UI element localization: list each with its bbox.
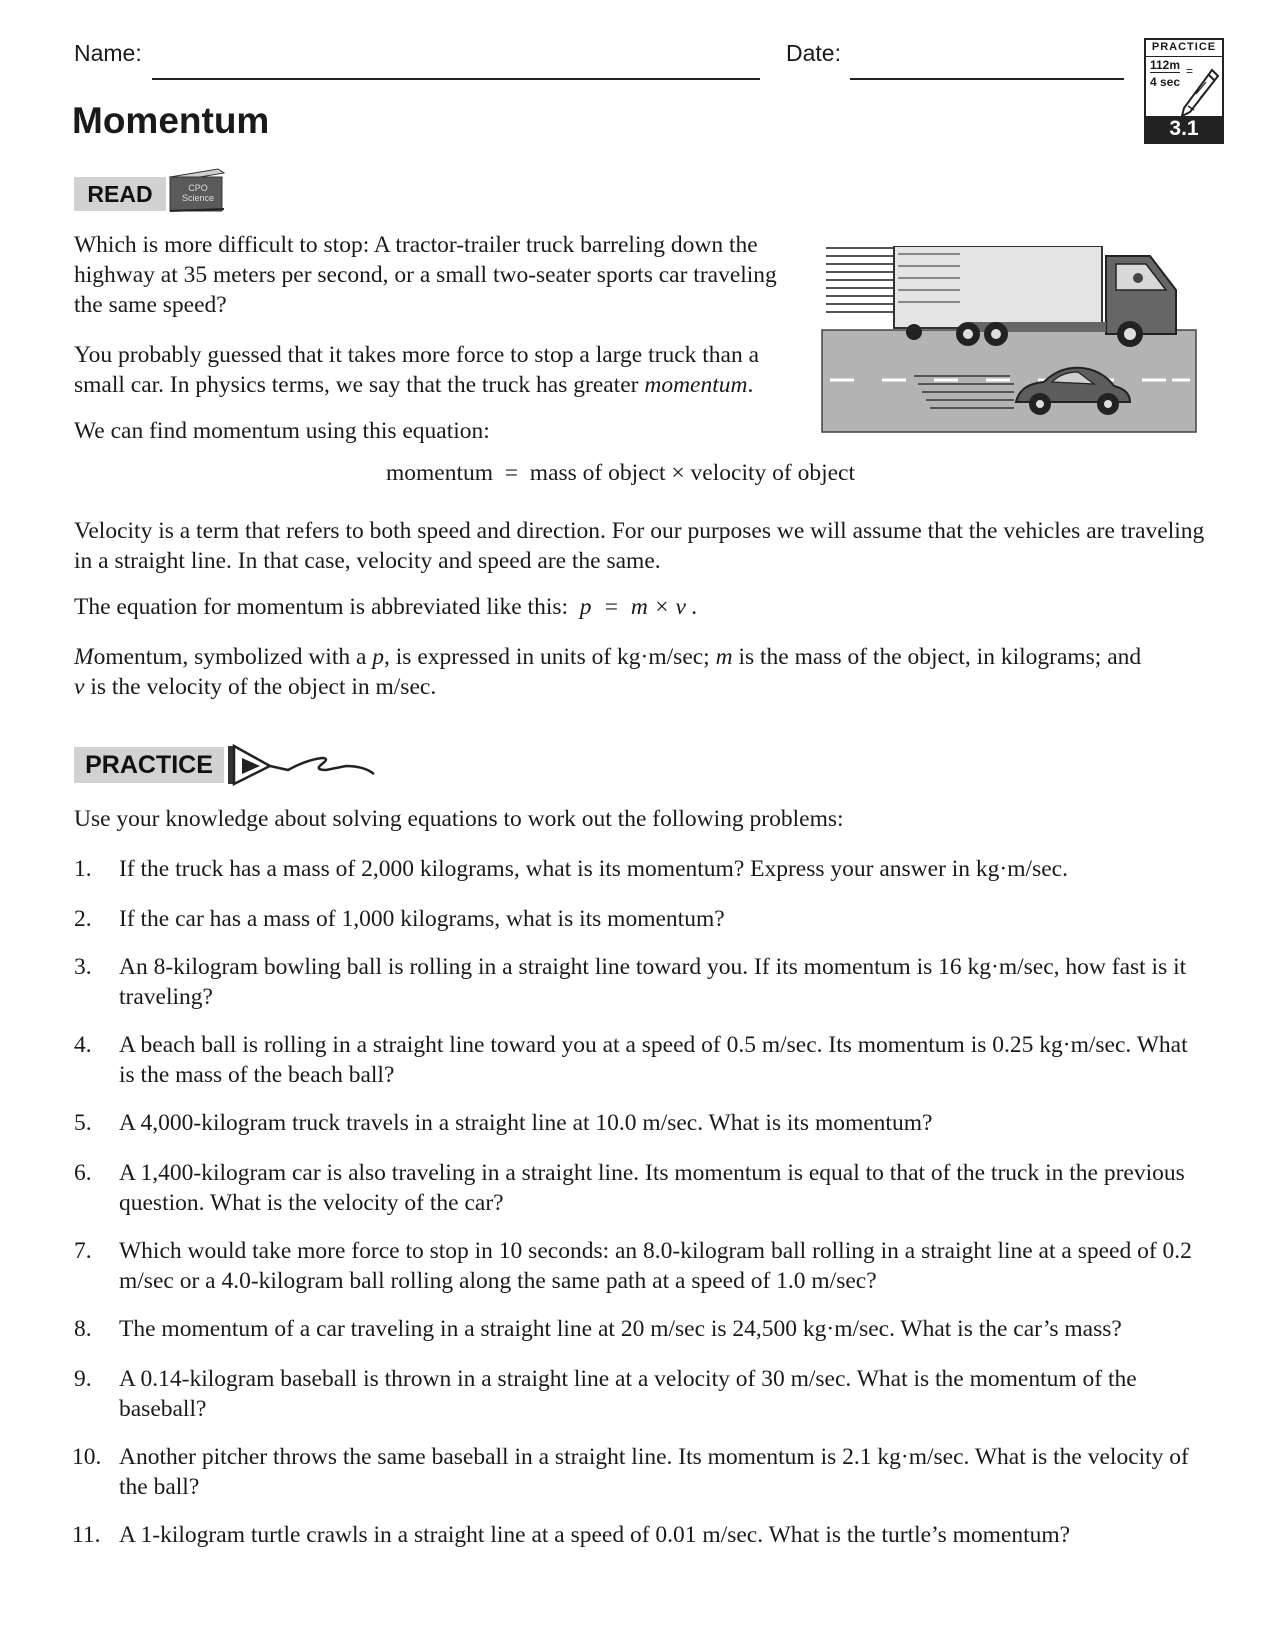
momentum-equation: momentum = mass of object × velocity of object: [386, 460, 855, 486]
question-number: 7.: [74, 1238, 92, 1264]
badge-divider: [1146, 56, 1222, 57]
question-number: 8.: [74, 1316, 92, 1342]
question-number: 4.: [74, 1032, 92, 1058]
badge-time: 4 sec: [1150, 75, 1181, 89]
name-field[interactable]: [152, 78, 760, 80]
question-text: Another pitcher throws the same baseball in a straight line. Its momentum is 2.1 kg·m/sec. What is the velocity of the ball?: [119, 1444, 1189, 1500]
practice-intro: Use your knowledge about solving equations to work out the following problems:: [74, 806, 844, 832]
question-text: A 1,400-kilogram car is also traveling in a straight line. Its momentum is equal to that of the truck in the previous question. What is the velocity of the car?: [119, 1160, 1185, 1216]
para6-p: p: [372, 644, 385, 670]
question-text: If the truck has a mass of 2,000 kilograms, what is its momentum? Express your answer in kg·m/sec.: [119, 856, 1068, 882]
question-text: A beach ball is rolling in a straight line toward you at a speed of 0.5 m/sec. Its momentum is 0.25 kg·m/sec. What is the mass of the beach ball?: [119, 1032, 1188, 1088]
read-paragraph-6: [74, 642, 1214, 702]
read-paragraph-1: Which is more difficult to stop: A tractor-trailer truck barreling down the highway at 35 meters per second, or a small two-seater sports car traveling the same speed?: [74, 232, 777, 318]
para6-b: , is expressed in units of kg·m/sec;: [384, 644, 716, 670]
truck-car-illustration: [820, 246, 1200, 436]
question-text: If the car has a mass of 1,000 kilograms, what is its momentum?: [119, 906, 725, 932]
abbreviated-equation: p = m × v .: [579, 594, 698, 620]
para2-end: .: [747, 372, 754, 398]
arrow-icon: [226, 744, 376, 788]
practice-banner: PRACTICE: [74, 747, 224, 783]
question-number: 11.: [72, 1522, 101, 1548]
question-text: Which would take more force to stop in 10 seconds: an 8.0-kilogram ball rolling in a straight line at a speed of 0.2 m/sec or a 4.0-kilogram ball rolling along the same path at a speed of 1.0 m/sec?: [119, 1238, 1192, 1294]
read-paragraph-3: We can find momentum using this equation:: [74, 418, 490, 444]
badge-number: 3.1: [1146, 116, 1222, 142]
badge-equals: =: [1186, 64, 1194, 78]
para6-v: v: [74, 674, 85, 700]
para6-m: m: [715, 644, 733, 670]
read-paragraph-4: Velocity is a term that refers to both speed and direction. For our purposes we will assume that the vehicles are traveling in a straight line. In that case, velocity and speed are the same.: [74, 518, 1205, 574]
badge-top-label: PRACTICE: [1151, 41, 1217, 53]
para6-d: is the velocity of the object in m/sec.: [84, 674, 437, 700]
question-number: 2.: [74, 906, 92, 932]
question-number: 3.: [74, 954, 92, 980]
question-text: The momentum of a car traveling in a straight line at 20 m/sec is 24,500 kg·m/sec. What is the car’s mass?: [119, 1316, 1122, 1342]
read-paragraph-2: [74, 340, 794, 400]
para2-emphasis: momentum: [644, 372, 748, 398]
pencil-icon: [1174, 68, 1220, 122]
question-text: A 4,000-kilogram truck travels in a straight line at 10.0 m/sec. What is its momentum?: [119, 1110, 933, 1136]
para6-c: is the mass of the object, in kilograms; and: [732, 644, 1142, 670]
question-text: A 1-kilogram turtle crawls in a straight line at a speed of 0.01 m/sec. What is the turtle’s momentum?: [119, 1522, 1071, 1548]
book-label-cpo: CPO: [188, 183, 208, 193]
name-label: Name:: [74, 40, 142, 66]
question-number: 6.: [74, 1160, 92, 1186]
para6-m-italic: M: [74, 644, 94, 670]
date-field[interactable]: [850, 78, 1124, 80]
question-number: 1.: [74, 856, 92, 882]
question-text: An 8-kilogram bowling ball is rolling in a straight line toward you. If its momentum is 16 kg·m/sec, how fast is it traveling?: [119, 954, 1187, 1010]
para6-a: omentum, symbolized with a: [93, 644, 373, 670]
para5-text: The equation for momentum is abbreviated like this:: [74, 594, 574, 620]
page-title: Momentum: [72, 100, 270, 141]
book-label-science: Science: [181, 193, 215, 203]
badge-distance: 112m: [1150, 58, 1181, 72]
question-number: 9.: [74, 1366, 92, 1392]
para2-text: You probably guessed that it takes more force to stop a large truck than a small car. In physics terms, we say that the truck has greater: [74, 342, 760, 398]
question-number: 10.: [72, 1444, 102, 1470]
date-label: Date:: [786, 40, 841, 66]
practice-badge: [1144, 38, 1224, 144]
read-paragraph-5: [74, 592, 1214, 622]
question-number: 5.: [74, 1110, 92, 1136]
read-banner: READ: [74, 177, 166, 211]
question-text: A 0.14-kilogram baseball is thrown in a straight line at a velocity of 30 m/sec. What is the momentum of the baseball?: [119, 1366, 1137, 1422]
